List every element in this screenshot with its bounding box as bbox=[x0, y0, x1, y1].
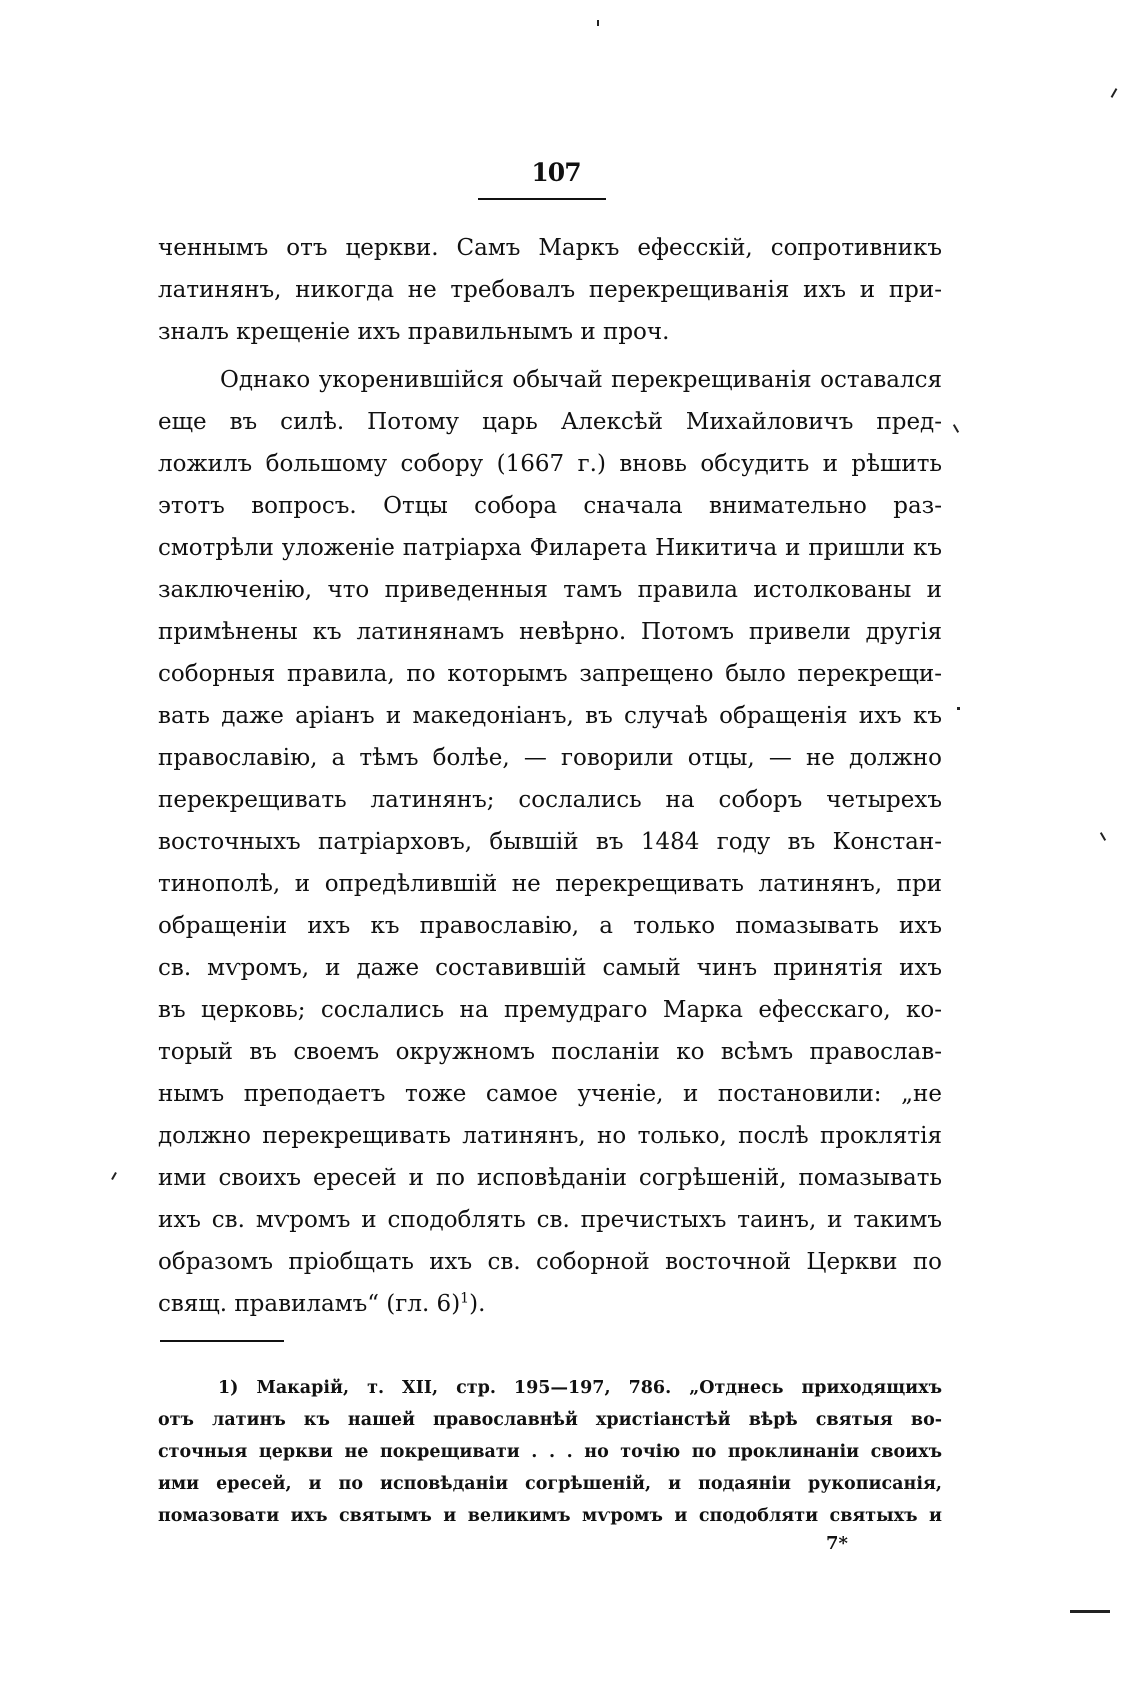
page-number-rule bbox=[478, 198, 606, 200]
text-line: ихъ св. мѵромъ и сподоблять св. пречистыхъ таинъ, и такимъ bbox=[158, 1207, 942, 1233]
text-line: ченнымъ отъ церкви. Самъ Маркъ ефесскій, сопротивникъ bbox=[158, 235, 942, 261]
footnote-line: помазовати ихъ святымъ и великимъ мѵромъ и сподобляти святыхъ и bbox=[158, 1506, 942, 1526]
text-line: смотрѣли уложеніе патріарха Филарета Никитича и пришли къ bbox=[158, 535, 942, 561]
footnote-line: отъ латинъ къ нашей православнѣй христіанстѣй вѣрѣ святыя во- bbox=[158, 1410, 942, 1430]
text-line: восточныхъ патріарховъ, бывшій въ 1484 году въ Констан- bbox=[158, 829, 942, 855]
text-line: заключенію, что приведенныя тамъ правила истолкованы и bbox=[158, 577, 942, 603]
scan-speck bbox=[597, 20, 599, 26]
text-line: должно перекрещивать латинянъ, но только, послѣ проклятія bbox=[158, 1123, 942, 1149]
text-line: торый въ своемъ окружномъ посланіи ко всѣмъ православ- bbox=[158, 1039, 942, 1065]
body-text bbox=[158, 227, 942, 1325]
last-text-line bbox=[158, 1283, 942, 1325]
text-line: еще въ силѣ. Потому царь Алексѣй Михайловичъ пред- bbox=[158, 409, 942, 435]
text-line: въ церковь; сослались на премудраго Марка ефесскаго, ко- bbox=[158, 997, 942, 1023]
scan-speck bbox=[1070, 1610, 1110, 1613]
footnote-line: 1) Макарій, т. XII, стр. 195—197, 786. „Отднесь приходящихъ bbox=[218, 1378, 942, 1398]
text-line: обращеніи ихъ къ православію, а только помазывать ихъ bbox=[158, 913, 942, 939]
footnote-line: ими ересей, и по исповѣданіи согрѣшеній, и подаяніи рукописанія, bbox=[158, 1474, 942, 1494]
text-line: Однако укоренившійся обычай перекрещиванія оставался bbox=[220, 367, 942, 393]
text-line: перекрещивать латинянъ; сослались на соборъ четырехъ bbox=[158, 787, 942, 813]
footnote-reference[interactable]: 1 bbox=[460, 1290, 470, 1307]
text-line: ложилъ большому собору (1667 г.) вновь обсудить и рѣшить bbox=[158, 451, 942, 477]
scan-speck bbox=[1100, 832, 1106, 841]
footnote-line: сточныя церкви не покрещивати . . . но точію по проклинаніи своихъ bbox=[158, 1442, 942, 1462]
text-line: соборныя правила, по которымъ запрещено было перекрещи- bbox=[158, 661, 942, 687]
text-line: примѣнены къ латинянамъ невѣрно. Потомъ привели другія bbox=[158, 619, 942, 645]
text-line: тинополѣ, и опредѣлившій не перекрещивать латинянъ, при bbox=[158, 871, 942, 897]
text-line: зналъ крещеніе ихъ правильнымъ и проч. bbox=[158, 319, 670, 345]
text-line: св. мѵромъ, и даже составившій самый чинъ принятія ихъ bbox=[158, 955, 942, 981]
text-line-content: свящ. правиламъ“ (гл. 6) bbox=[158, 1291, 461, 1317]
closing-punctuation: ). bbox=[469, 1291, 486, 1317]
text-line: вать даже аріанъ и македоніанъ, въ случаѣ обращенія ихъ къ bbox=[158, 703, 942, 729]
text-line: нымъ преподаетъ тоже самое ученіе, и постановили: „не bbox=[158, 1081, 942, 1107]
text-line: православію, а тѣмъ болѣе, — говорили отцы, — не должно bbox=[158, 745, 942, 771]
text-line: ими своихъ ересей и по исповѣданіи согрѣшеній, помазывать bbox=[158, 1165, 942, 1191]
scan-speck bbox=[1111, 88, 1118, 98]
scan-speck bbox=[111, 1172, 117, 1180]
footnotes bbox=[158, 1372, 942, 1532]
scan-speck bbox=[957, 707, 960, 710]
page-number: 107 bbox=[531, 158, 581, 187]
text-line: образомъ пріобщать ихъ св. соборной восточной Церкви по bbox=[158, 1249, 942, 1275]
scan-speck bbox=[953, 424, 959, 433]
text-line: этотъ вопросъ. Отцы собора сначала внимательно раз- bbox=[158, 493, 942, 519]
text-line: латинянъ, никогда не требовалъ перекрещиванія ихъ и при- bbox=[158, 277, 942, 303]
footnote-rule bbox=[160, 1340, 284, 1342]
signature-mark: 7* bbox=[826, 1533, 848, 1554]
